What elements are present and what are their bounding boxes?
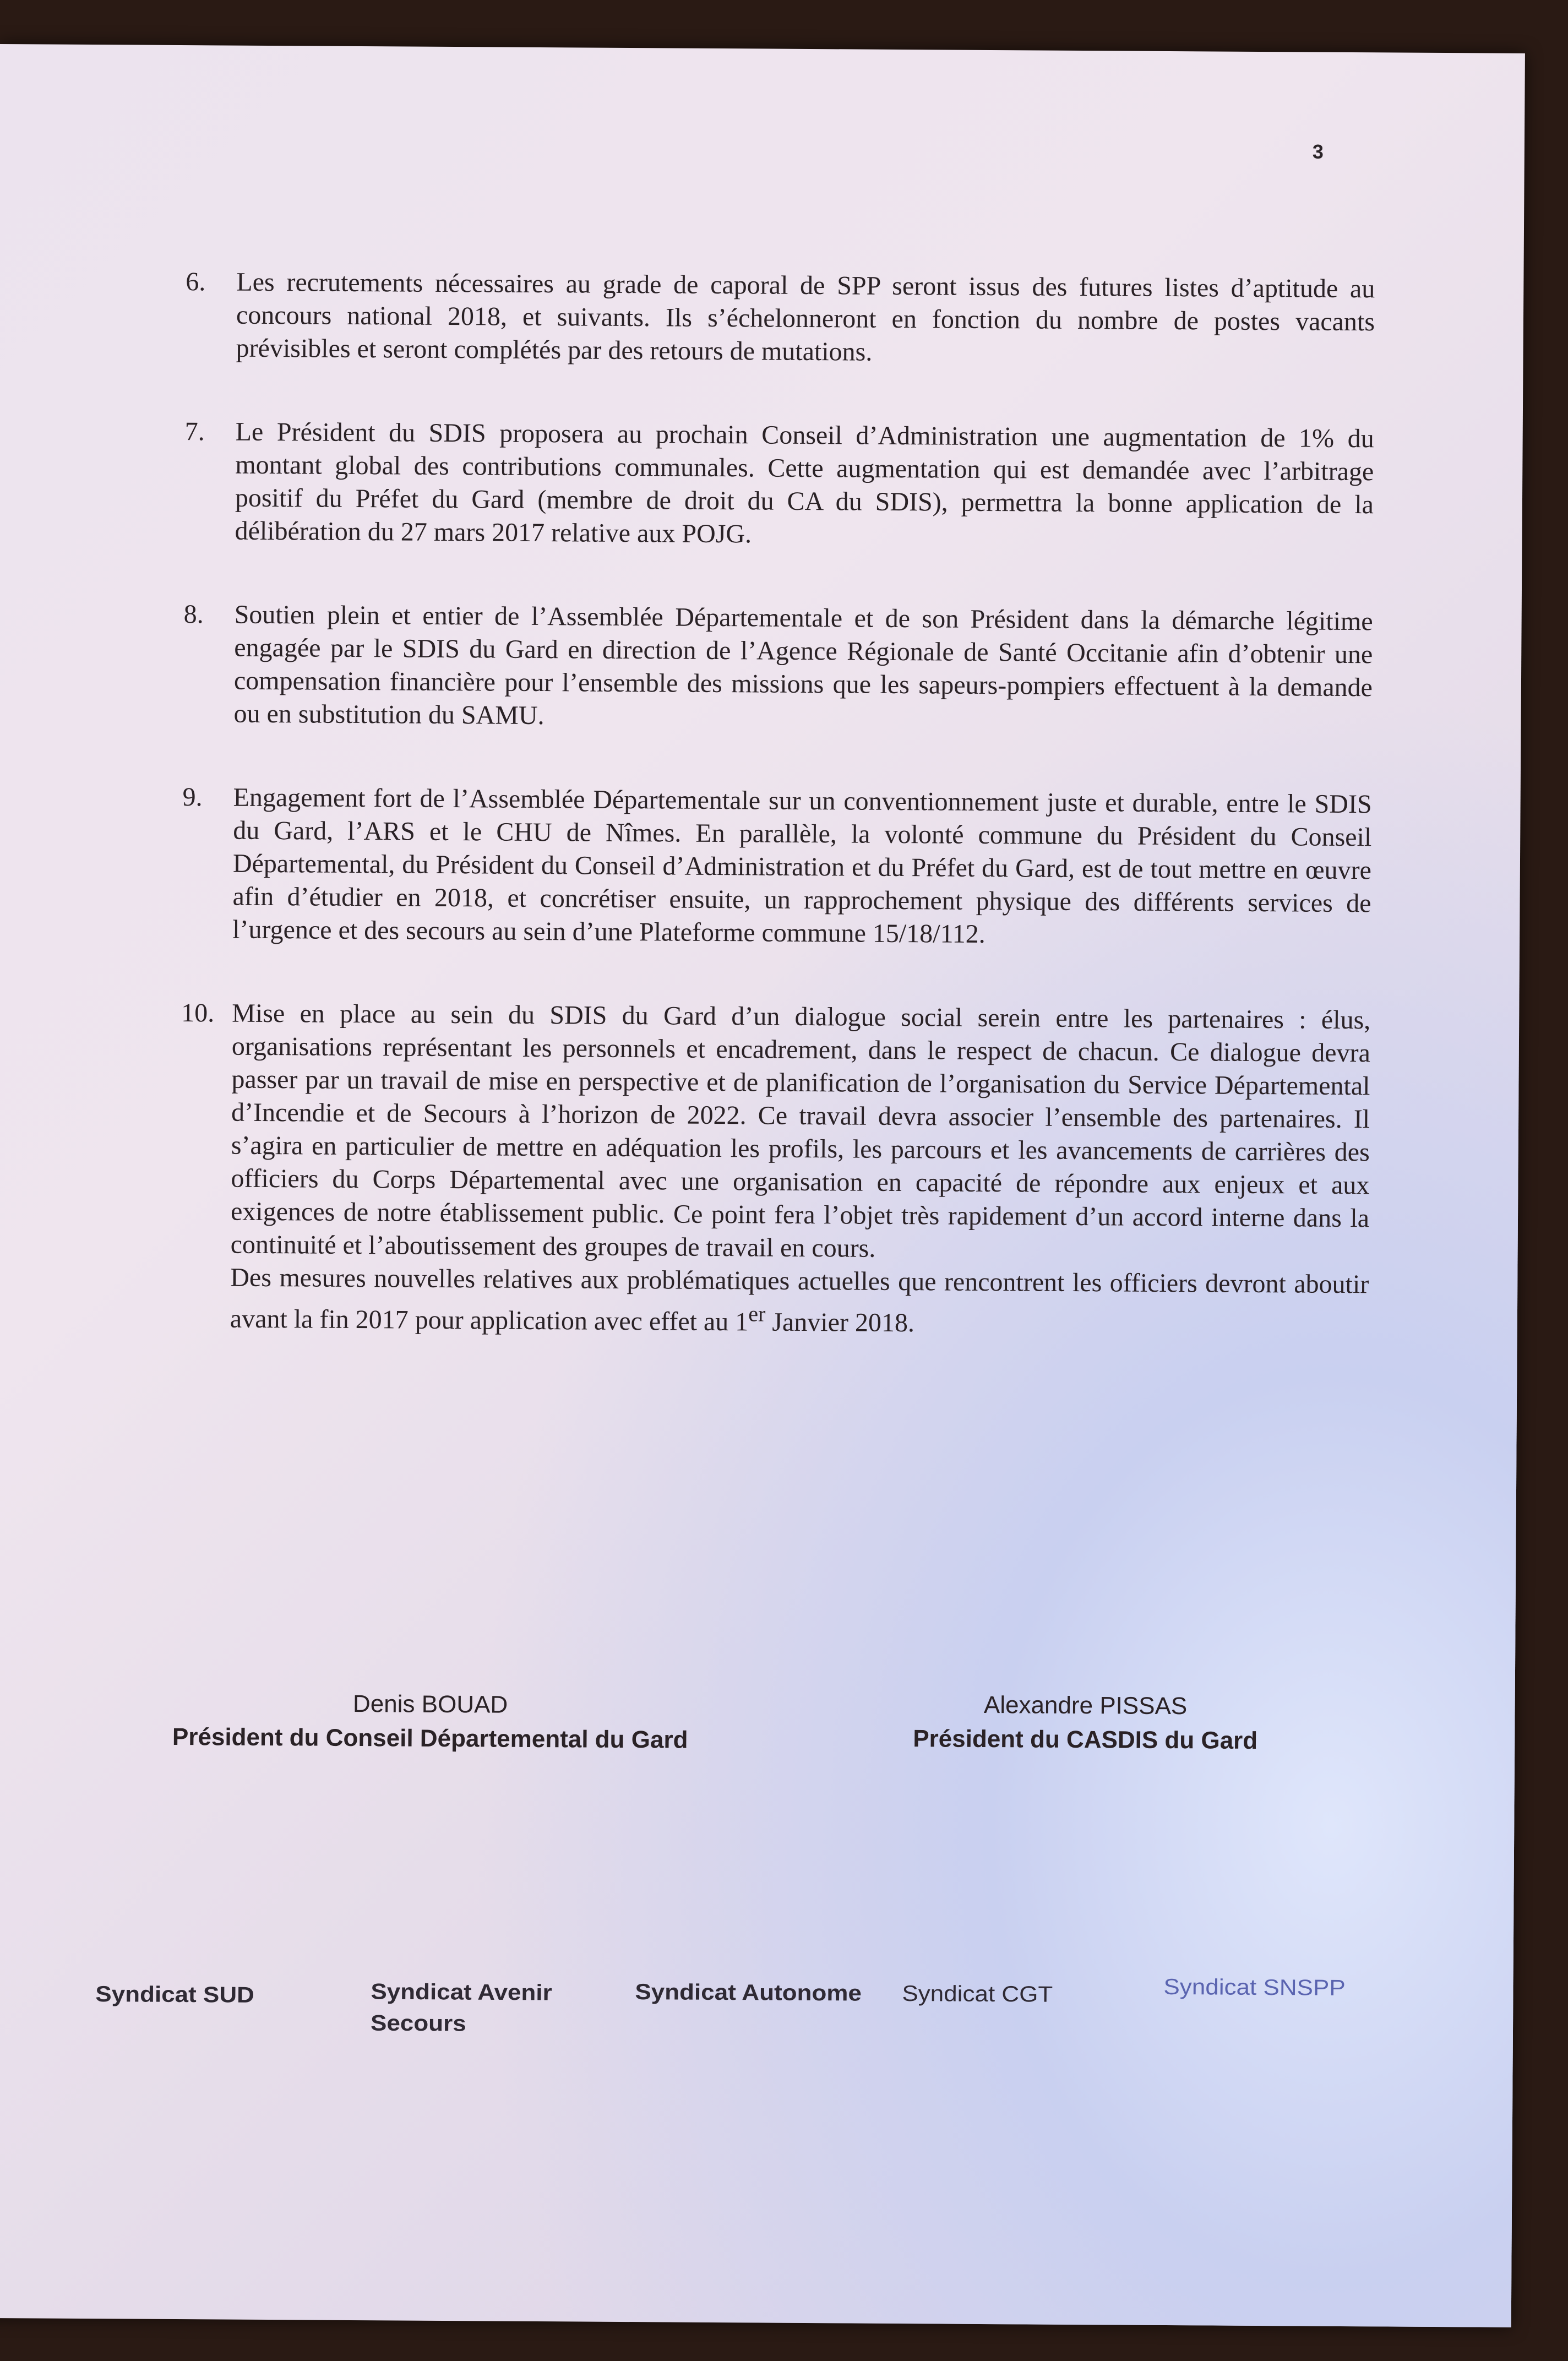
union-snspp: Syndicat SNSPP: [1163, 1974, 1346, 2001]
item-number: 9.: [182, 782, 203, 812]
signatory-left: [155, 1686, 706, 1758]
union-avenir-secours: Syndicat Avenir Secours: [370, 1979, 552, 2036]
signatory-name: Alexandre PISSAS: [983, 1691, 1188, 1720]
numbered-list: [179, 265, 1375, 1393]
list-item-7: [184, 415, 1374, 554]
union-cgt: Syndicat CGT: [902, 1981, 1053, 2007]
list-item-10: [179, 997, 1371, 1342]
item-text: Les recrutements nécessaires au grade de caporal de SPP seront issus des futures listes d’aptitude au concours national 2018, et suivants. Ils s’échelonneront en fonction du nombre de postes vacants prévisibles et seront complétés par des retours de mutations.: [236, 267, 1375, 367]
list-item-8: [183, 598, 1373, 737]
list-item-9: [182, 781, 1372, 953]
list-item-6: [185, 265, 1375, 372]
document-page: [0, 44, 1525, 2327]
item-text: Mise en place au sein du SDIS du Gard d’un dialogue social serein entre les partenaires : élus, organisations représentant les personnels et encadrement, dans le respect de chacun. Ce dialogue devra passer par un travail de mise en perspective et de planification de l’organisation du Service Départemental d’Incendie et de Secours à l’horizon de 2022. Ce travail devra associer l’ensemble des partenaires. Il s’agira en particulier de mettre en adéquation les profils, les parcours et les avancements de carrières des officiers du Corps Départemental avec une organisation en capacité de répondre aux enjeux et aux exigences de notre établissement public. Ce point fera l’objet très rapidement d’un accord interne dans la continuité et l’aboutissement des groupes de travail en cours.: [230, 998, 1371, 1263]
item-number: 10.: [181, 998, 215, 1028]
item-text-part: Janvier 2018.: [765, 1307, 915, 1338]
signatory-right: [859, 1688, 1311, 1759]
item-text-part: Des mesures nouvelles relatives aux problématiques actuelles que rencontrent les officiers devront aboutir avant la fin 2017 pour application avec effet au 1: [230, 1263, 1369, 1337]
item-text: Soutien plein et entier de l’Assemblée Départementale et de son Président dans la démarche légitime engagée par le SDIS du Gard en direction de l’Agence Régionale de Santé Occitanie afin d’obtenir une compensation financière pour l’ensemble des missions que les sapeurs-pompiers effectuent à la demande ou en substitution du SAMU.: [233, 600, 1373, 731]
page-number: 3: [1312, 140, 1324, 163]
item-number: 8.: [183, 600, 204, 629]
signatory-title: Président du CASDIS du Gard: [913, 1725, 1258, 1755]
item-text-continued: [230, 1261, 1369, 1343]
union-sud: Syndicat SUD: [95, 1982, 255, 2008]
item-number: 6.: [186, 267, 206, 297]
signatory-name: Denis BOUAD: [352, 1690, 508, 1718]
union-autonome: Syndicat Autonome: [635, 1979, 862, 2006]
item-text: Engagement fort de l’Assemblée Départementale sur un conventionnement juste et durable, entre le SDIS du Gard, l’ARS et le CHU de Nîmes. En parallèle, la volonté commune du Président du Conseil Départemental, du Président du Conseil d’Administration et du Préfet du Gard, est de tout mettre en œuvre afin d’étudier en 2018, et concrétiser ensuite, un rapprochement physique des différents services de l’urgence et des secours au sein d’une Plateforme commune 15/18/112.: [232, 782, 1372, 949]
superscript: er: [748, 1301, 766, 1326]
item-number: 7.: [184, 417, 205, 447]
signatory-title: Président du Conseil Départemental du Gard: [172, 1723, 688, 1754]
item-text: Le Président du SDIS proposera au prochain Conseil d’Administration une augmentation de 1% du montant global des contributions communales. Cette augmentation qui est demandée avec l’arbitrage positif du Préfet du Gard (membre de droit du CA du SDIS), permettra la bonne application de la délibération du 27 mars 2017 relative aux POJG.: [235, 417, 1374, 549]
item-text-block: [230, 997, 1371, 1343]
union-signatures-row: [95, 1972, 1362, 2090]
